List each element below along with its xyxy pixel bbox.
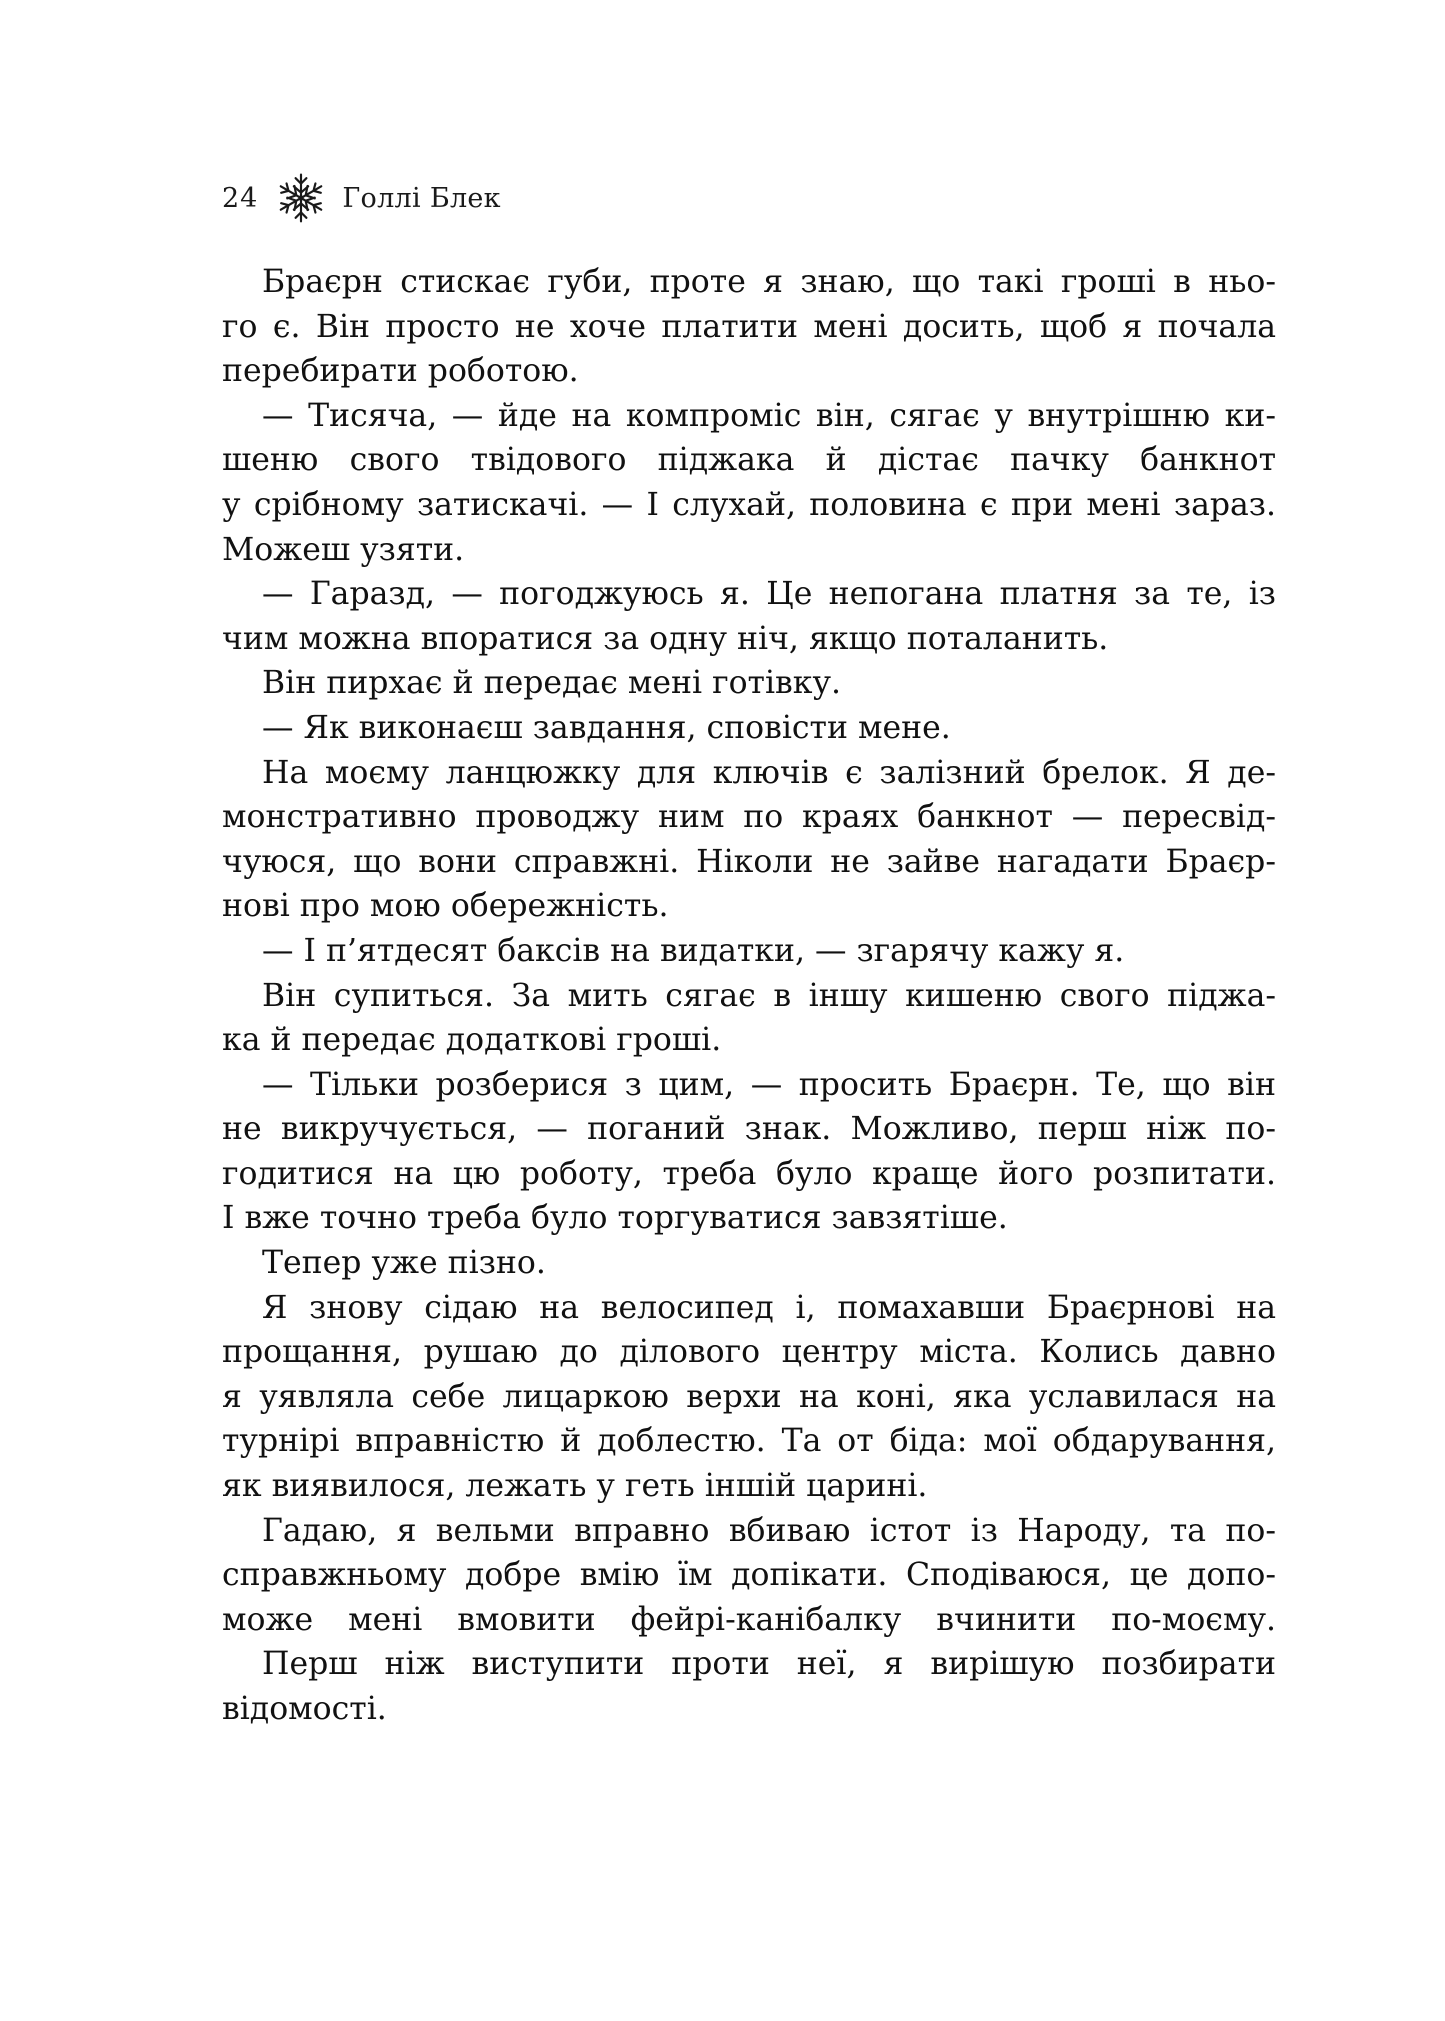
text-line: — Тисяча, — йде на компроміс він, сягає у внутрішню ки- (262, 397, 1276, 434)
text-line: Тепер уже пізно. (262, 1245, 546, 1282)
text-line: чуюся, що вони справжні. Ніколи не зайве нагадати Браєр- (222, 843, 1276, 880)
text-line: — Тільки розберися з цим, — просить Браєрн. Те, що він (262, 1066, 1276, 1103)
text-line: На моєму ланцюжку для ключів є залізний брелок. Я де- (262, 754, 1276, 791)
text-line: прощання, рушаю до ділового центру міста. Колись давно (222, 1334, 1276, 1371)
text-line: — Гаразд, — погоджуюсь я. Це непогана платня за те, із (262, 576, 1276, 613)
text-line: — Як виконаєш завдання, сповісти мене. (262, 709, 951, 746)
text-line: відомості. (222, 1691, 387, 1727)
text-line: не викручується, — поганий знак. Можливо, перш ніж по- (222, 1111, 1276, 1148)
text-line: як виявилося, лежать у геть іншій царині. (222, 1468, 928, 1505)
text-line: у срібному затискачі. — І слухай, половина є при мені зараз. (222, 486, 1276, 523)
snowflake-icon (274, 171, 328, 225)
text-line: перебирати роботою. (222, 353, 579, 390)
text-line: — І п’ятдесят баксів на видатки, — згарячу кажу я. (262, 932, 1125, 969)
text-line: Можеш узяти. (222, 531, 465, 568)
text-line: Гадаю, я вельми вправно вбиваю істот із Народу, та по- (262, 1512, 1276, 1549)
text-line: я уявляла себе лицаркою верхи на коні, яка уславилася на (222, 1378, 1276, 1415)
author-name: Голлі Блек (342, 182, 501, 214)
text-line: го є. Він просто не хоче платити мені досить, щоб я почала (222, 308, 1276, 345)
text-line: Браєрн стискає губи, проте я знаю, що такі гроші в ньо- (262, 264, 1276, 300)
text-line: шеню свого твідового піджака й дістає пачку банкнот (222, 442, 1276, 479)
text-line: справжньому добре вмію їм допікати. Сподіваюся, це допо- (222, 1557, 1276, 1594)
page-number: 24 (222, 182, 259, 214)
text-line: ка й передає додаткові гроші. (222, 1022, 722, 1059)
text-line: І вже точно треба було торгуватися завзятіше. (222, 1200, 1008, 1237)
text-line: Він супиться. За мить сягає в іншу кишеню свого піджа- (262, 977, 1276, 1014)
running-head (222, 168, 501, 228)
text-line: нові про мою обережність. (222, 888, 669, 925)
text-line: Я знову сідаю на велосипед і, помахавши Браєрнові на (262, 1289, 1276, 1326)
text-line: Він пирхає й передає мені готівку. (262, 665, 842, 702)
text-line: Перш ніж виступити проти неї, я вирішую позбирати (262, 1646, 1276, 1683)
text-line: чим можна впоратися за одну ніч, якщо поталанить. (222, 620, 1109, 657)
body-text (222, 260, 1276, 1732)
text-line: годитися на цю роботу, треба було краще його розпитати. (222, 1155, 1276, 1192)
text-line: може мені вмовити фейрі-канібалку вчинити по-моєму. (222, 1601, 1276, 1638)
text-line: монстративно проводжу ним по краях банкнот — пересвід- (222, 799, 1276, 836)
text-line: турнірі вправністю й доблестю. Та от біда: мої обдарування, (222, 1423, 1276, 1460)
